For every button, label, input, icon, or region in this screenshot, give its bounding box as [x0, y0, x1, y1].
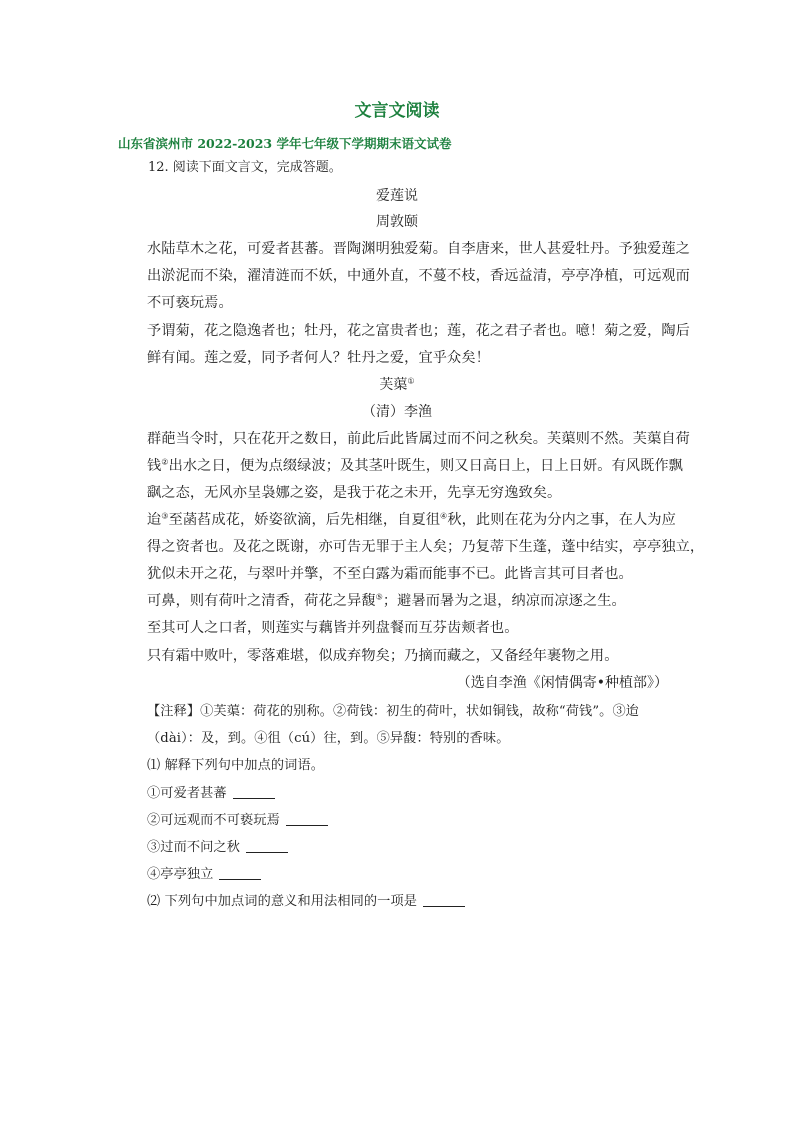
passage2-title-text: 芙蕖: [379, 377, 408, 393]
line-text: 至其可人之口者，则莲实与藕皆并列盘餐而互芬齿颊者也。: [147, 620, 519, 636]
line-text: 可鼻，则有荷叶之清香，荷花之异馥: [147, 593, 376, 609]
answer-blank[interactable]: [233, 798, 275, 799]
line-text: 迨: [147, 512, 162, 528]
passage1-line: 不可亵玩焉。: [147, 295, 233, 311]
footnote-marker: ④: [440, 511, 448, 521]
item-text: ①可爱者甚蕃: [147, 786, 227, 801]
answer-blank[interactable]: [423, 906, 465, 907]
passage2-line: [147, 509, 676, 529]
line-text: 只有霜中败叶，零落难堪，似成弃物矣；乃摘而藏之，又备经年裹物之用。: [147, 648, 619, 664]
subquestion-1-item: [147, 836, 288, 855]
question-heading: 12. 阅读下面文言文，完成答题。: [148, 160, 342, 175]
exam-source: 山东省滨州市 2022-2023 学年七年级下学期期末语文试卷: [118, 136, 452, 151]
line-text: 犹似未开之花，与翠叶并擎，不至白露为霜而能事不已。此皆言其可目者也。: [147, 566, 633, 582]
passage2-line: [147, 428, 690, 448]
subquestion-1-prompt: ⑴ 解释下列句中加点的词语。: [147, 758, 325, 773]
line-text: 出水之日，便为点缀绿波；及其茎叶既生，则又日高日上，日上日妍。有风既作飘: [168, 458, 683, 474]
line-text: ；避暑而暑为之退，纳凉而凉逐之生。: [382, 593, 626, 609]
item-text: ②可远观而不可亵玩焉: [147, 813, 280, 828]
citation: （选自李渔《闲情偶寄•种植部》）: [456, 675, 668, 691]
subquestion-1-item: [147, 863, 261, 882]
passage2-line: [147, 482, 561, 502]
passage1-line: 鲜有闻。莲之爱，同予者何人？牡丹之爱，宜乎众矣！: [147, 350, 490, 366]
passage2-line: [147, 536, 704, 556]
passage2-author: （清）李渔: [362, 404, 432, 420]
item-text: ④亭亭独立: [147, 867, 214, 882]
footnote-marker: ⑤: [375, 592, 383, 602]
notes-line: 【注释】①芙蕖：荷花的别称。②荷钱：初生的荷叶，状如铜钱，故称“荷钱”。③迨: [147, 704, 640, 719]
section-title: 文言文阅读: [354, 101, 440, 121]
line-text: 秋，此则在花为分内之事，在人为应: [447, 512, 676, 528]
line-text: 钱: [147, 458, 162, 474]
line-text: 飖之态，无风亦呈袅娜之姿，是我于花之未开，先享无穷逸致矣。: [147, 485, 562, 501]
passage1-line: 出淤泥而不染，濯清涟而不妖，中通外直，不蔓不枝，香远益清，亭亭净植，可远观而: [147, 268, 690, 284]
item-text: ③过而不问之秋: [147, 840, 241, 855]
answer-blank[interactable]: [286, 825, 328, 826]
passage2-line: [147, 563, 633, 583]
line-text: 群葩当令时，只在花开之数日，前此后此皆属过而不问之秋矣。芙蕖则不然。芙蕖自荷: [147, 431, 690, 447]
passage2-line: [147, 590, 626, 610]
subquestion-2-prompt: ⑵ 下列句中加点词的意义和用法相同的一项是: [147, 894, 418, 909]
passage1-line: 水陆草木之花，可爱者甚蕃。晋陶渊明独爱菊。自李唐来，世人甚爱牡丹。予独爱莲之: [147, 241, 690, 257]
line-text: 至菡萏成花，娇姿欲滴，后先相继，自夏徂: [168, 512, 441, 528]
footnote-marker: ③: [161, 511, 169, 521]
passage1-title: 爱莲说: [376, 188, 418, 204]
footnote-marker: ②: [161, 457, 169, 467]
subquestion-2: [147, 890, 465, 909]
line-text: 得之资者也。及花之既谢，亦可告无罪于主人矣；乃复蒂下生蓬，蓬中结实，亭亭独立，: [147, 539, 705, 555]
notes-line: （dài）：及，到。④徂（cú）往，到。⑤异馥：特别的香味。: [147, 731, 510, 746]
answer-blank[interactable]: [246, 852, 288, 853]
footnote-marker: ①: [407, 376, 415, 386]
subquestion-1-item: [147, 782, 275, 801]
passage2-line: [147, 455, 683, 475]
passage2-line: [147, 645, 619, 665]
passage2-title: [0, 374, 794, 394]
passage2-line: [147, 617, 518, 637]
subquestion-1-item: [147, 809, 328, 828]
passage1-line: 予谓菊，花之隐逸者也；牡丹，花之富贵者也；莲，花之君子者也。噫！菊之爱，陶后: [147, 323, 690, 339]
answer-blank[interactable]: [219, 879, 261, 880]
passage1-author: 周敦颐: [376, 214, 418, 230]
